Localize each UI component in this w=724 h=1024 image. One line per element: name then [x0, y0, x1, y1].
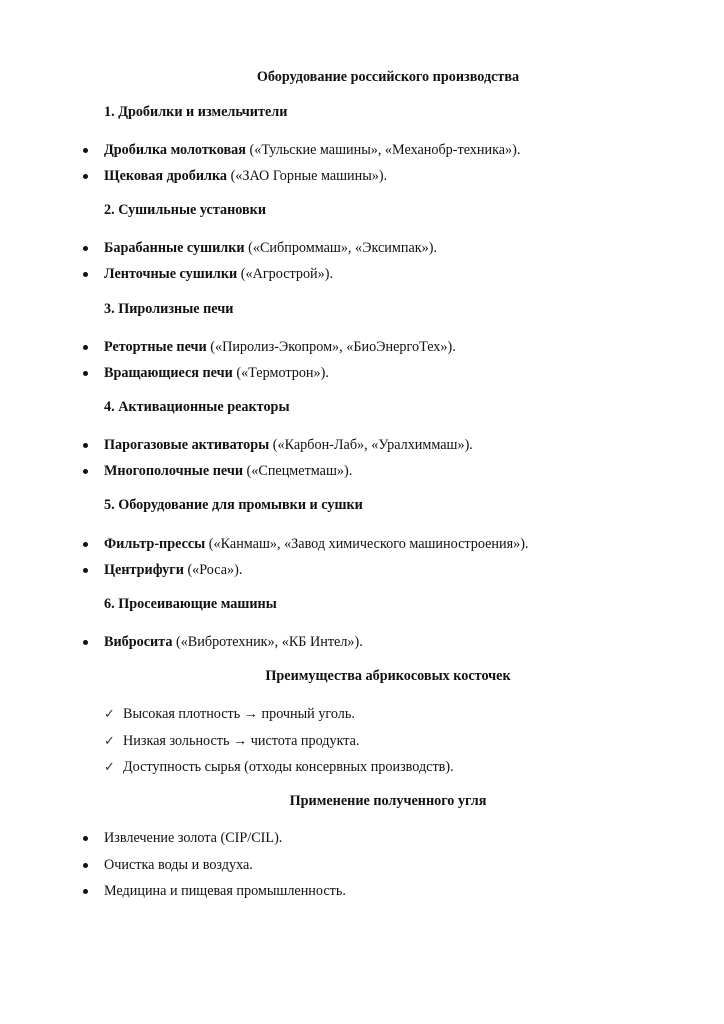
item-name: Дробилка молотковая: [104, 142, 246, 158]
section-heading: 2. Сушильные установки: [104, 202, 266, 218]
check-mark-icon: ✓: [104, 706, 115, 721]
advantage-text: Высокая плотность → прочный уголь.: [123, 706, 355, 722]
item-detail: («Пиролиз-Экопром», «БиоЭнергоТех»).: [206, 339, 456, 355]
check-mark-icon: ✓: [104, 759, 115, 774]
section-heading: 3. Пиролизные печи: [104, 301, 234, 317]
application-text: Очистка воды и воздуха.: [104, 857, 253, 873]
advantage-text: Доступность сырья (отходы консервных производств).: [123, 759, 454, 775]
bullet-icon: [83, 542, 88, 547]
item-detail: («Роса»).: [183, 562, 243, 578]
check-mark-icon: ✓: [104, 733, 115, 748]
advantages-title: Преимущества абрикосовых косточек: [265, 668, 511, 684]
bullet-icon: [83, 443, 88, 448]
bullet-icon: [83, 863, 88, 868]
item-name: Щековая дробилка: [104, 168, 228, 184]
item-name: Фильтр-прессы: [104, 536, 206, 552]
item-name: Барабанные сушилки: [104, 240, 245, 256]
item-name: Парогазовые активаторы: [104, 437, 270, 453]
item-name: Центрифуги: [104, 562, 184, 578]
item-detail: («Агрострой»).: [237, 266, 334, 282]
item-detail: («ЗАО Горные машины»).: [227, 168, 388, 184]
bullet-icon: [83, 148, 88, 153]
bullet-icon: [83, 640, 88, 645]
section-heading: 4. Активационные реакторы: [104, 399, 290, 415]
advantage-item: [104, 733, 360, 750]
bullet-icon: [83, 836, 88, 841]
application-text: Медицина и пищевая промышленность.: [104, 883, 346, 899]
bullet-icon: [83, 174, 88, 179]
item-detail: («Термотрон»).: [232, 365, 329, 381]
item-name: Многополочные печи: [104, 463, 243, 479]
item-detail: («Вибротехник», «КБ Интел»).: [172, 634, 363, 650]
item-detail: («Сибпроммаш», «Эксимпак»).: [244, 240, 438, 256]
item-detail: («Спецметмаш»).: [243, 463, 353, 479]
document-title: Оборудование российского производства: [256, 69, 520, 85]
section-heading: 6. Просеивающие машины: [104, 596, 277, 612]
item-detail: («Канмаш», «Завод химического машиностроения»).: [205, 536, 529, 552]
item-detail: («Карбон-Лаб», «Уралхиммаш»).: [269, 437, 473, 453]
bullet-icon: [83, 345, 88, 350]
item-name: Вращающиеся печи: [104, 365, 233, 381]
application-title: Применение полученного угля: [289, 793, 487, 809]
item-name: Ленточные сушилки: [104, 266, 238, 282]
item-name: Вибросита: [104, 634, 173, 650]
bullet-icon: [83, 568, 88, 573]
advantage-item: [104, 706, 355, 723]
bullet-icon: [83, 889, 88, 894]
advantage-text: Низкая зольность → чистота продукта.: [123, 733, 360, 749]
application-text: Извлечение золота (CIP/CIL).: [104, 830, 283, 846]
advantage-item: [104, 759, 454, 776]
item-detail: («Тульские машины», «Механобр-техника»).: [245, 142, 521, 158]
item-name: Ретортные печи: [104, 339, 207, 355]
section-heading: 1. Дробилки и измельчители: [104, 104, 288, 120]
section-heading: 5. Оборудование для промывки и сушки: [104, 497, 363, 513]
bullet-icon: [83, 469, 88, 474]
bullet-icon: [83, 246, 88, 251]
bullet-icon: [83, 371, 88, 376]
bullet-icon: [83, 272, 88, 277]
